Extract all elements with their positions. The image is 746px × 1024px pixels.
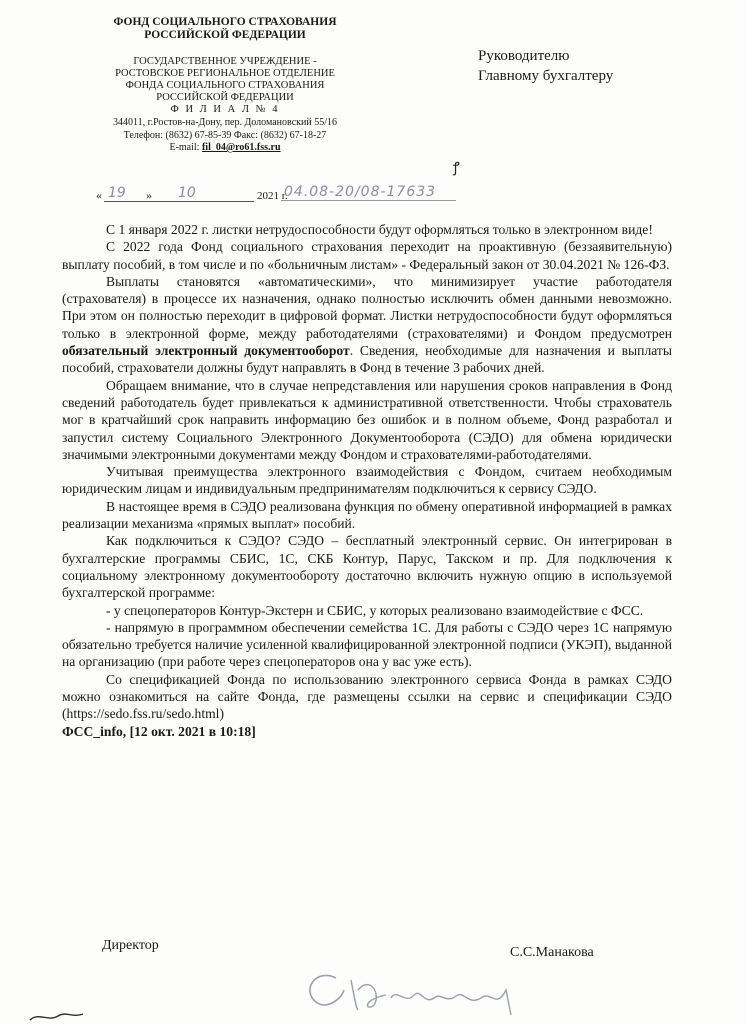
paragraph-4: Обращаем внимание, что в случае непредставления или нарушения сроков направления в Фонд сведений работодатель будет привлекаться к административной ответственности. Чтобы страхователь мог в кратчайший срок направить информацию без ошибок и в полном объеме, Фонд разработал и запустил систему Социального Электронного Документооборота (СЭДО) для обмена юридически значимыми электронными документами между Фондом и страхователями-работодателями. xyxy=(62,377,672,462)
institution-line4: РОССИЙСКОЙ ФЕДЕРАЦИИ xyxy=(156,92,294,103)
paragraph-3-text-a: Выплаты становятся «автоматическими», что минимизирует участие работодателя (страхователя) в процессе их назначения, однако полностью исключить обмен данными невозможно. При этом он полностью переходит в цифровой формат. Листки нетрудоспособности будут оформляться только в электронной форме, между работодателями (страхователями) и Фондом предусмотрен xyxy=(62,273,672,341)
paragraph-6: В настоящее время в СЭДО реализована функция по обмену оперативной информацией в рамках реализации механизма «прямых выплат» пособий. xyxy=(62,498,672,532)
paragraph-5: Учитывая преимущества электронного взаимодействия с Фондом, считаем необходимым юридическим лицам и индивидуальным предпринимателям подключиться к сервису СЭДО. xyxy=(62,464,672,497)
director-title: Директор xyxy=(102,938,159,953)
date-month: 10 xyxy=(178,185,196,201)
date-quote-close: » xyxy=(146,188,152,202)
address-line: 344011, г.Ростов-на-Дону, пер. Доломановский 55/16 xyxy=(113,117,337,128)
paragraph-9: - напрямую в программном обеспечении семейства 1С. Для работы с СЭДО через 1С напрямую обязательно требуется наличие усиленной квалифицированной электронной подписи (УКЭП), выданной на организацию (при работе через спецоператоров она у вас уже есть). xyxy=(62,619,672,670)
institution-line2: РОСТОВСКОЕ РЕГИОНАЛЬНОЕ ОТДЕЛЕНИЕ xyxy=(115,68,335,79)
letter-body xyxy=(62,221,672,740)
signer-name: С.С.Манакова xyxy=(510,945,594,960)
branch-line: Ф И Л И А Л № 4 xyxy=(170,104,280,115)
source-tag: ФСС_info, [12 окт. 2021 в 10:18] xyxy=(62,723,256,739)
email-address: fil_04@ro61.fss.ru xyxy=(201,142,281,153)
handwritten-tick: ꝭ xyxy=(453,161,460,176)
recipient-block xyxy=(478,46,613,86)
paragraph-3-bold: обязательный электронный документооборот xyxy=(62,343,350,359)
paragraph-10: Со спецификацией Фонда по использованию электронного сервиса Фонда в рамках СЭДО можно ознакомиться на сайте Фонда, где размещены ссылки на сервис и спецификации СЭДО (https://sedo.fss.ru/sedo.html) xyxy=(62,671,672,722)
letterhead xyxy=(70,16,380,154)
number-underline xyxy=(281,200,456,201)
date-underline xyxy=(104,201,254,202)
recipient-line2: Главному бухгалтеру xyxy=(478,68,614,84)
fund-name-line2: РОССИЙСКОЙ ФЕДЕРАЦИИ xyxy=(144,29,306,41)
paragraph-3-text-b: . Сведения, необходимые для назначения и выплаты пособий, страхователи должны будут направлять в Фонд в течение 3 рабочих дней. xyxy=(62,343,673,376)
date-quote-open: « xyxy=(96,188,102,202)
paragraph-3 xyxy=(62,273,672,377)
email-line xyxy=(70,142,380,154)
handwritten-signature xyxy=(296,960,526,1020)
paragraph-7: Как подключиться к СЭДО? СЭДО – бесплатный электронный сервис. Он интегрирован в бухгалтерские программы СБИС, 1С, СКБ Контур, Парус, Такском и пр. Для подключения к социальному электронному документообороту достаточно включить нужную опцию в используемой бухгалтерской программе: xyxy=(62,533,672,601)
date-number-line xyxy=(96,186,496,208)
registration-number: 04.08-20/08-17633 xyxy=(284,184,437,200)
corner-scribble xyxy=(28,1008,88,1024)
date-day: 19 xyxy=(108,185,126,201)
institution-line1: ГОСУДАРСТВЕННОЕ УЧРЕЖДЕНИЕ - xyxy=(133,56,317,67)
paragraph-8: - у спецоператоров Контур-Экстерн и СБИС, у которых реализовано взаимодействие с ФСС. xyxy=(106,602,644,618)
email-label: E-mail: xyxy=(169,142,200,153)
paragraph-1: С 1 января 2022 г. листки нетрудоспособности будут оформляться только в электронном виде! xyxy=(106,222,653,237)
phone-fax-line: Телефон: (8632) 67-85-39 Факс: (8632) 67-18-27 xyxy=(123,130,327,141)
paragraph-2: С 2022 года Фонд социального страхования переходит на проактивную (беззаявительную) выплату пособий, в том числе и по «больничным листам» - Федеральный закон от 30.04.2021 № 126-ФЗ. xyxy=(62,239,672,272)
date-year: 2021 г. xyxy=(257,190,288,202)
recipient-line1: Руководителю xyxy=(478,48,570,64)
institution-line3: ФОНДА СОЦИАЛЬНОГО СТРАХОВАНИЯ xyxy=(125,80,325,91)
fund-name-line1: ФОНД СОЦИАЛЬНОГО СТРАХОВАНИЯ xyxy=(113,16,337,28)
